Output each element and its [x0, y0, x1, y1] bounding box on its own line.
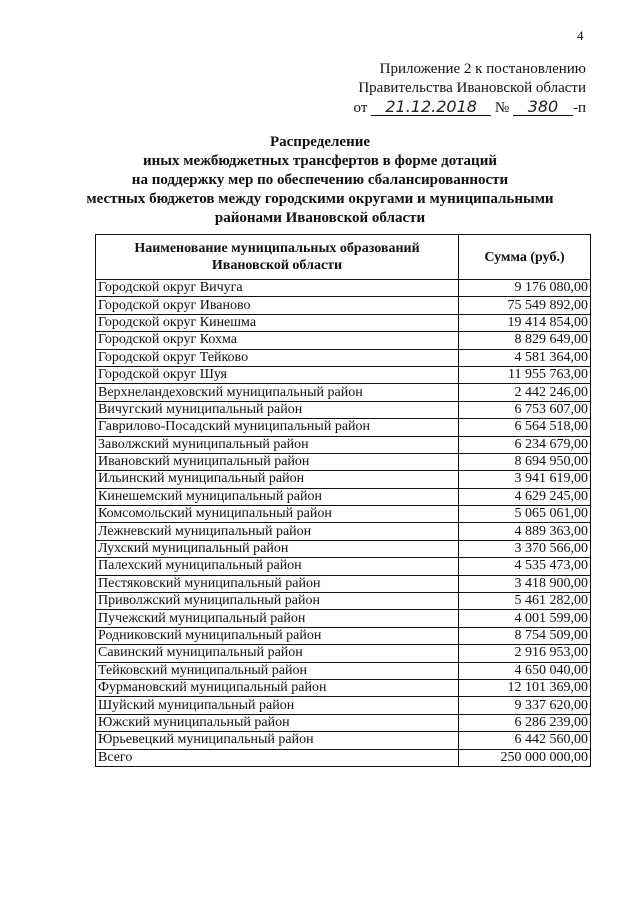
document-title — [0, 133, 640, 228]
row-amount: 9 176 080,00 — [459, 280, 591, 297]
table-row — [96, 453, 591, 470]
row-amount: 4 535 473,00 — [459, 558, 591, 575]
row-name: Тейковский муниципальный район — [96, 662, 459, 679]
row-amount: 2 442 246,00 — [459, 384, 591, 401]
row-amount: 4 581 364,00 — [459, 349, 591, 366]
row-amount: 9 337 620,00 — [459, 697, 591, 714]
distribution-table — [95, 234, 591, 767]
number-suffix: -п — [572, 100, 586, 116]
annex-date-number-line — [354, 98, 586, 118]
row-name: Савинский муниципальный район — [96, 645, 459, 662]
title-line-5: районами Ивановской области — [214, 210, 426, 226]
table-body — [96, 280, 591, 767]
table-row — [96, 540, 591, 557]
table-row — [96, 575, 591, 592]
table-row — [96, 506, 591, 523]
row-name: Палехский муниципальный район — [96, 558, 459, 575]
row-name: Пестяковский муниципальный район — [96, 575, 459, 592]
row-amount: 4 629 245,00 — [459, 488, 591, 505]
table-row — [96, 314, 591, 331]
row-name: Верхнеландеховский муниципальный район — [96, 384, 459, 401]
from-label: от — [353, 100, 368, 116]
table-row — [96, 593, 591, 610]
table-row — [96, 610, 591, 627]
row-name: Юрьевецкий муниципальный район — [96, 732, 459, 749]
table-row — [96, 714, 591, 731]
row-name: Городской округ Кохма — [96, 332, 459, 349]
total-row — [96, 749, 591, 766]
row-amount: 5 065 061,00 — [459, 506, 591, 523]
row-name: Городской округ Шуя — [96, 366, 459, 383]
header-name: Наименование муниципальных образований Ивановской области — [96, 235, 459, 280]
row-name: Ильинский муниципальный район — [96, 471, 459, 488]
row-amount: 4 001 599,00 — [459, 610, 591, 627]
table-row — [96, 732, 591, 749]
row-amount: 3 418 900,00 — [459, 575, 591, 592]
row-amount: 3 941 619,00 — [459, 471, 591, 488]
table-row — [96, 645, 591, 662]
page-number: 4 — [577, 28, 584, 43]
row-amount: 3 370 566,00 — [459, 540, 591, 557]
table-row — [96, 280, 591, 297]
row-amount: 6 564 518,00 — [459, 419, 591, 436]
table-row — [96, 627, 591, 644]
row-name: Фурмановский муниципальный район — [96, 679, 459, 696]
row-amount: 4 650 040,00 — [459, 662, 591, 679]
title-line-2: иных межбюджетных трансфертов в форме дотаций — [143, 153, 497, 169]
row-name: Кинешемский муниципальный район — [96, 488, 459, 505]
table-row — [96, 523, 591, 540]
total-amount: 250 000 000,00 — [459, 749, 591, 766]
table-row — [96, 697, 591, 714]
table-row — [96, 384, 591, 401]
table-row — [96, 662, 591, 679]
annex-line-1: Приложение 2 к постановлению — [379, 61, 586, 77]
row-amount: 8 754 509,00 — [459, 627, 591, 644]
table-row — [96, 679, 591, 696]
title-line-1: Распределение — [269, 134, 371, 150]
row-name: Комсомольский муниципальный район — [96, 506, 459, 523]
table-header-row — [96, 235, 591, 280]
row-name: Вичугский муниципальный район — [96, 401, 459, 418]
row-amount: 6 442 560,00 — [459, 732, 591, 749]
row-name: Шуйский муниципальный район — [96, 697, 459, 714]
table-row — [96, 401, 591, 418]
row-amount: 8 829 649,00 — [459, 332, 591, 349]
number-label: № — [494, 100, 510, 116]
row-name: Приволжский муниципальный район — [96, 593, 459, 610]
row-amount: 6 753 607,00 — [459, 401, 591, 418]
annex-header — [354, 60, 586, 118]
row-name: Ивановский муниципальный район — [96, 453, 459, 470]
row-name: Городской округ Кинешма — [96, 314, 459, 331]
row-name: Заволжский муниципальный район — [96, 436, 459, 453]
row-amount: 6 234 679,00 — [459, 436, 591, 453]
table-row — [96, 558, 591, 575]
header-amount: Сумма (руб.) — [459, 235, 591, 280]
row-name: Гаврилово-Посадский муниципальный район — [96, 419, 459, 436]
row-amount: 19 414 854,00 — [459, 314, 591, 331]
row-name: Городской округ Иваново — [96, 297, 459, 314]
table-row — [96, 332, 591, 349]
row-name: Пучежский муниципальный район — [96, 610, 459, 627]
row-amount: 5 461 282,00 — [459, 593, 591, 610]
title-line-3: на поддержку мер по обеспечению сбалансированности — [131, 172, 509, 188]
table-row — [96, 349, 591, 366]
table-row — [96, 436, 591, 453]
row-name: Лухский муниципальный район — [96, 540, 459, 557]
row-amount: 2 916 953,00 — [459, 645, 591, 662]
row-name: Городской округ Тейково — [96, 349, 459, 366]
title-line-4: местных бюджетов между городскими округами и муниципальными — [86, 191, 554, 207]
total-label: Всего — [96, 749, 459, 766]
annex-line-2: Правительства Ивановской области — [358, 80, 586, 96]
row-amount: 4 889 363,00 — [459, 523, 591, 540]
row-amount: 75 549 892,00 — [459, 297, 591, 314]
handwritten-number: 380 — [513, 98, 573, 116]
table-row — [96, 419, 591, 436]
row-name: Лежневский муниципальный район — [96, 523, 459, 540]
row-name: Родниковский муниципальный район — [96, 627, 459, 644]
row-amount: 12 101 369,00 — [459, 679, 591, 696]
row-amount: 11 955 763,00 — [459, 366, 591, 383]
row-name: Южский муниципальный район — [96, 714, 459, 731]
table-row — [96, 297, 591, 314]
row-amount: 8 694 950,00 — [459, 453, 591, 470]
row-amount: 6 286 239,00 — [459, 714, 591, 731]
table-row — [96, 366, 591, 383]
table-row — [96, 488, 591, 505]
handwritten-date: 21.12.2018 — [371, 98, 491, 116]
table-row — [96, 471, 591, 488]
row-name: Городской округ Вичуга — [96, 280, 459, 297]
